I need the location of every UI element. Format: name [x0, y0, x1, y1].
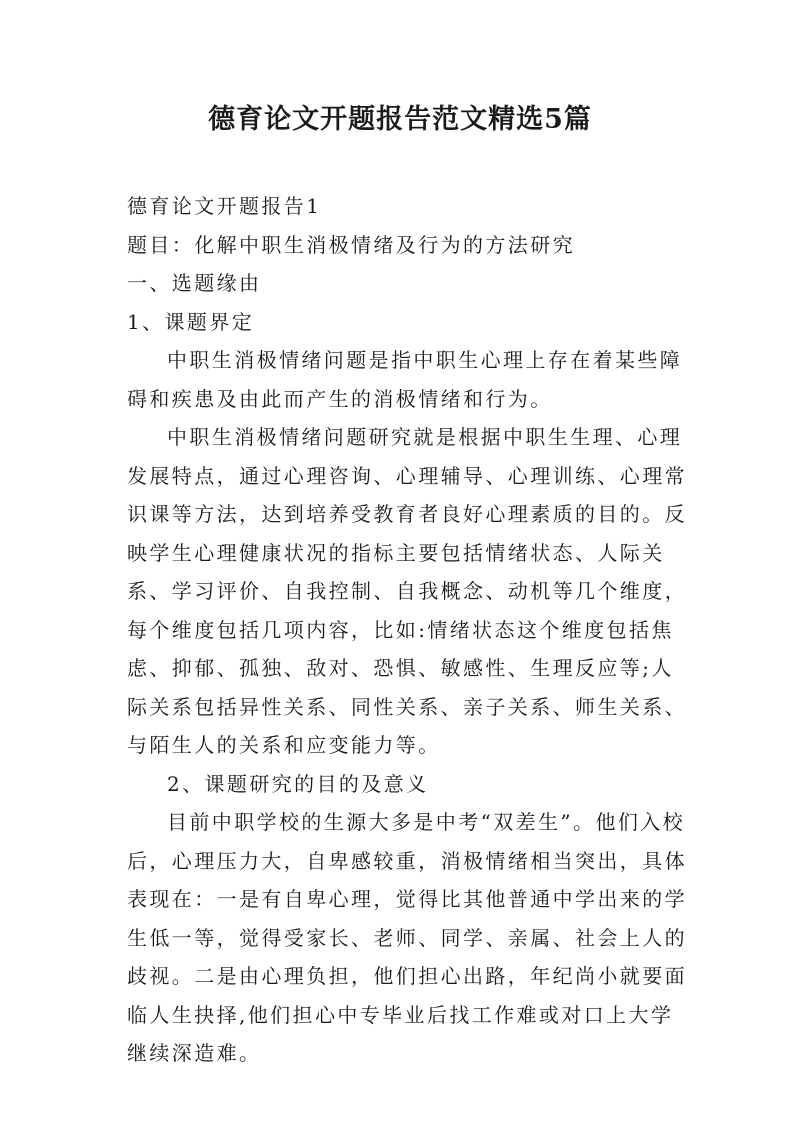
paragraph-purpose: 目前中职学校的生源大多是中考“双差生”。他们入校后，心理压力大，自卑感较重，消极情绪相当突出，具体表现在：一是有自卑心理，觉得比其他普通中学出来的学生低一等，觉得受家长、老师、同学、亲属、社会上人的歧视。二是由心理负担，他们担心出路，年纪尚小就要面临人生抉择,他们担心中专毕业后找工作难或对口上大学继续深造难。	[127, 810, 687, 1065]
topic-line: 题目：化解中职生消极情绪及行为的方法研究	[127, 232, 575, 257]
document-body	[127, 187, 687, 1073]
subsection-heading-1: 1、课题界定	[127, 309, 255, 334]
section-heading: 德育论文开题报告1	[127, 194, 322, 218]
document-title: 德育论文开题报告范文精选5篇	[208, 104, 592, 135]
part-one-heading: 一、选题缘由	[127, 271, 262, 295]
paragraph-definition: 中职生消极情绪问题是指中职生心理上存在着某些障碍和疾患及由此而产生的消极情绪和行为。	[127, 348, 683, 411]
paragraph-research: 中职生消极情绪问题研究就是根据中职生生理、心理发展特点，通过心理咨询、心理辅导、心理训练、心理常识课等方法，达到培养受教育者良好心理素质的目的。反映学生心理健康状况的指标主要包括情绪状态、人际关系、学习评价、自我控制、自我概念、动机等几个维度，每个维度包括几项内容，比如:情绪状态这个维度包括焦虑、抑郁、孤独、敌对、恐惧、敏感性、生理反应等;人际关系包括异性关系、同性关系、亲子关系、师生关系、与陌生人的关系和应变能力等。	[127, 425, 687, 757]
subsection-heading-2: 2、课题研究的目的及意义	[167, 771, 429, 796]
